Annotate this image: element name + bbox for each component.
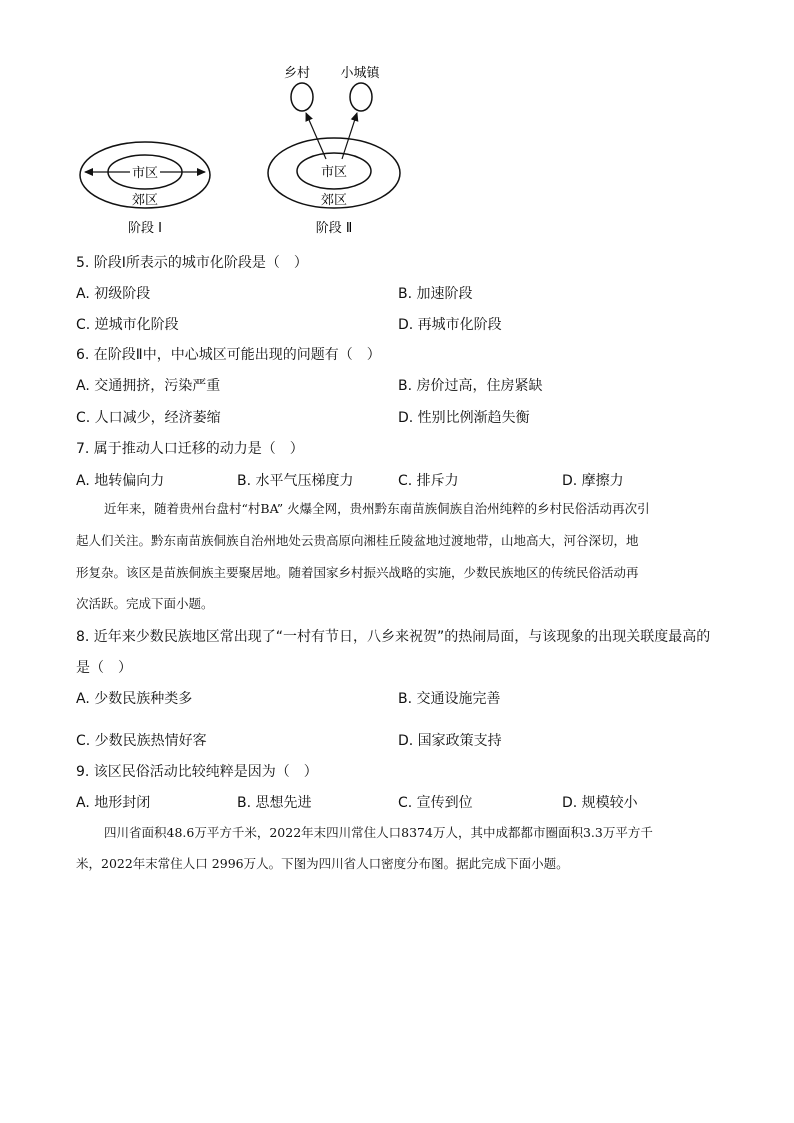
q6-option-c[interactable]: C. 人口减少，经济萎缩 [76, 410, 221, 426]
q8-option-b[interactable]: B. 交通设施完善 [398, 691, 501, 707]
q9-option-b[interactable]: B. 思想先进 [237, 795, 312, 811]
stage2-diagram [268, 65, 400, 236]
question-9-stem: 9. 该区民俗活动比较纯粹是因为（ ） [76, 764, 318, 780]
stage2-suburb-label: 郊区 [320, 193, 348, 208]
q7-option-a[interactable]: A. 地转偏向力 [76, 473, 165, 489]
question-7-stem: 7. 属于推动人口迁移的动力是（ ） [76, 441, 304, 457]
passage-1-line-1: 近年来，随着贵州台盘村“村BA” 火爆全网，贵州黔东南苗族侗族自治州纯粹的乡村民俗活动再次引 [104, 501, 650, 516]
q9-option-c[interactable]: C. 宣传到位 [398, 795, 473, 811]
q6-option-a[interactable]: A. 交通拥挤，污染严重 [76, 378, 221, 394]
passage-1-line-4: 次活跃。完成下面小题。 [76, 596, 214, 611]
q9-option-d[interactable]: D. 规模较小 [562, 795, 638, 811]
q7-option-c[interactable]: C. 排斥力 [398, 473, 459, 489]
stage1-diagram [80, 142, 210, 236]
q8-option-a[interactable]: A. 少数民族种类多 [76, 691, 193, 707]
q5-option-c[interactable]: C. 逆城市化阶段 [76, 317, 179, 333]
stage1-city-label: 市区 [131, 166, 159, 181]
q5-option-a[interactable]: A. 初级阶段 [76, 286, 151, 302]
town-label: 小城镇 [340, 66, 380, 81]
stage1-suburb-label: 郊区 [131, 193, 159, 208]
stage2-caption: 阶段 Ⅱ [315, 221, 353, 236]
stage2-city-label: 市区 [320, 165, 348, 180]
q7-option-d[interactable]: D. 摩擦力 [562, 473, 624, 489]
q5-option-b[interactable]: B. 加速阶段 [398, 286, 473, 302]
passage-2-line-2: 米，2022年末常住人口 2996万人。下图为四川省人口密度分布图。据此完成下面小题。 [76, 856, 569, 871]
rural-label: 乡村 [283, 66, 311, 81]
question-8-stem-line-2: 是（ ） [76, 660, 132, 676]
q8-option-c[interactable]: C. 少数民族热情好客 [76, 733, 207, 749]
q9-option-a[interactable]: A. 地形封闭 [76, 795, 151, 811]
q6-option-b[interactable]: B. 房价过高，住房紧缺 [398, 378, 543, 394]
q5-option-d[interactable]: D. 再城市化阶段 [398, 317, 502, 333]
arrow-to-town [342, 113, 357, 159]
question-8-stem-line-1: 8. 近年来少数民族地区常出现了“一村有节日，八乡来祝贺”的热闹局面，与该现象的出现关联度最高的 [76, 629, 711, 645]
question-5-stem: 5. 阶段Ⅰ所表示的城市化阶段是（ ） [76, 255, 308, 271]
stage1-caption: 阶段 Ⅰ [128, 221, 162, 236]
arrow-to-rural [306, 113, 326, 159]
question-6-stem: 6. 在阶段Ⅱ中，中心城区可能出现的问题有（ ） [76, 347, 381, 363]
q7-option-b[interactable]: B. 水平气压梯度力 [237, 473, 354, 489]
passage-2-line-1: 四川省面积48.6万平方千米，2022年末四川常住人口8374万人，其中成都都市圈面积3.3万平方千 [104, 825, 653, 840]
rural-circle [291, 83, 313, 111]
urbanization-stages-diagram [70, 55, 450, 240]
passage-1-line-3: 形复杂。该区是苗族侗族主要聚居地。随着国家乡村振兴战略的实施，少数民族地区的传统民俗活动再 [76, 565, 639, 580]
q8-option-d[interactable]: D. 国家政策支持 [398, 733, 502, 749]
q6-option-d[interactable]: D. 性别比例渐趋失衡 [398, 410, 530, 426]
passage-1-line-2: 起人们关注。黔东南苗族侗族自治州地处云贵高原向湘桂丘陵盆地过渡地带，山地高大，河谷深切，地 [76, 533, 639, 548]
town-circle [350, 83, 372, 111]
